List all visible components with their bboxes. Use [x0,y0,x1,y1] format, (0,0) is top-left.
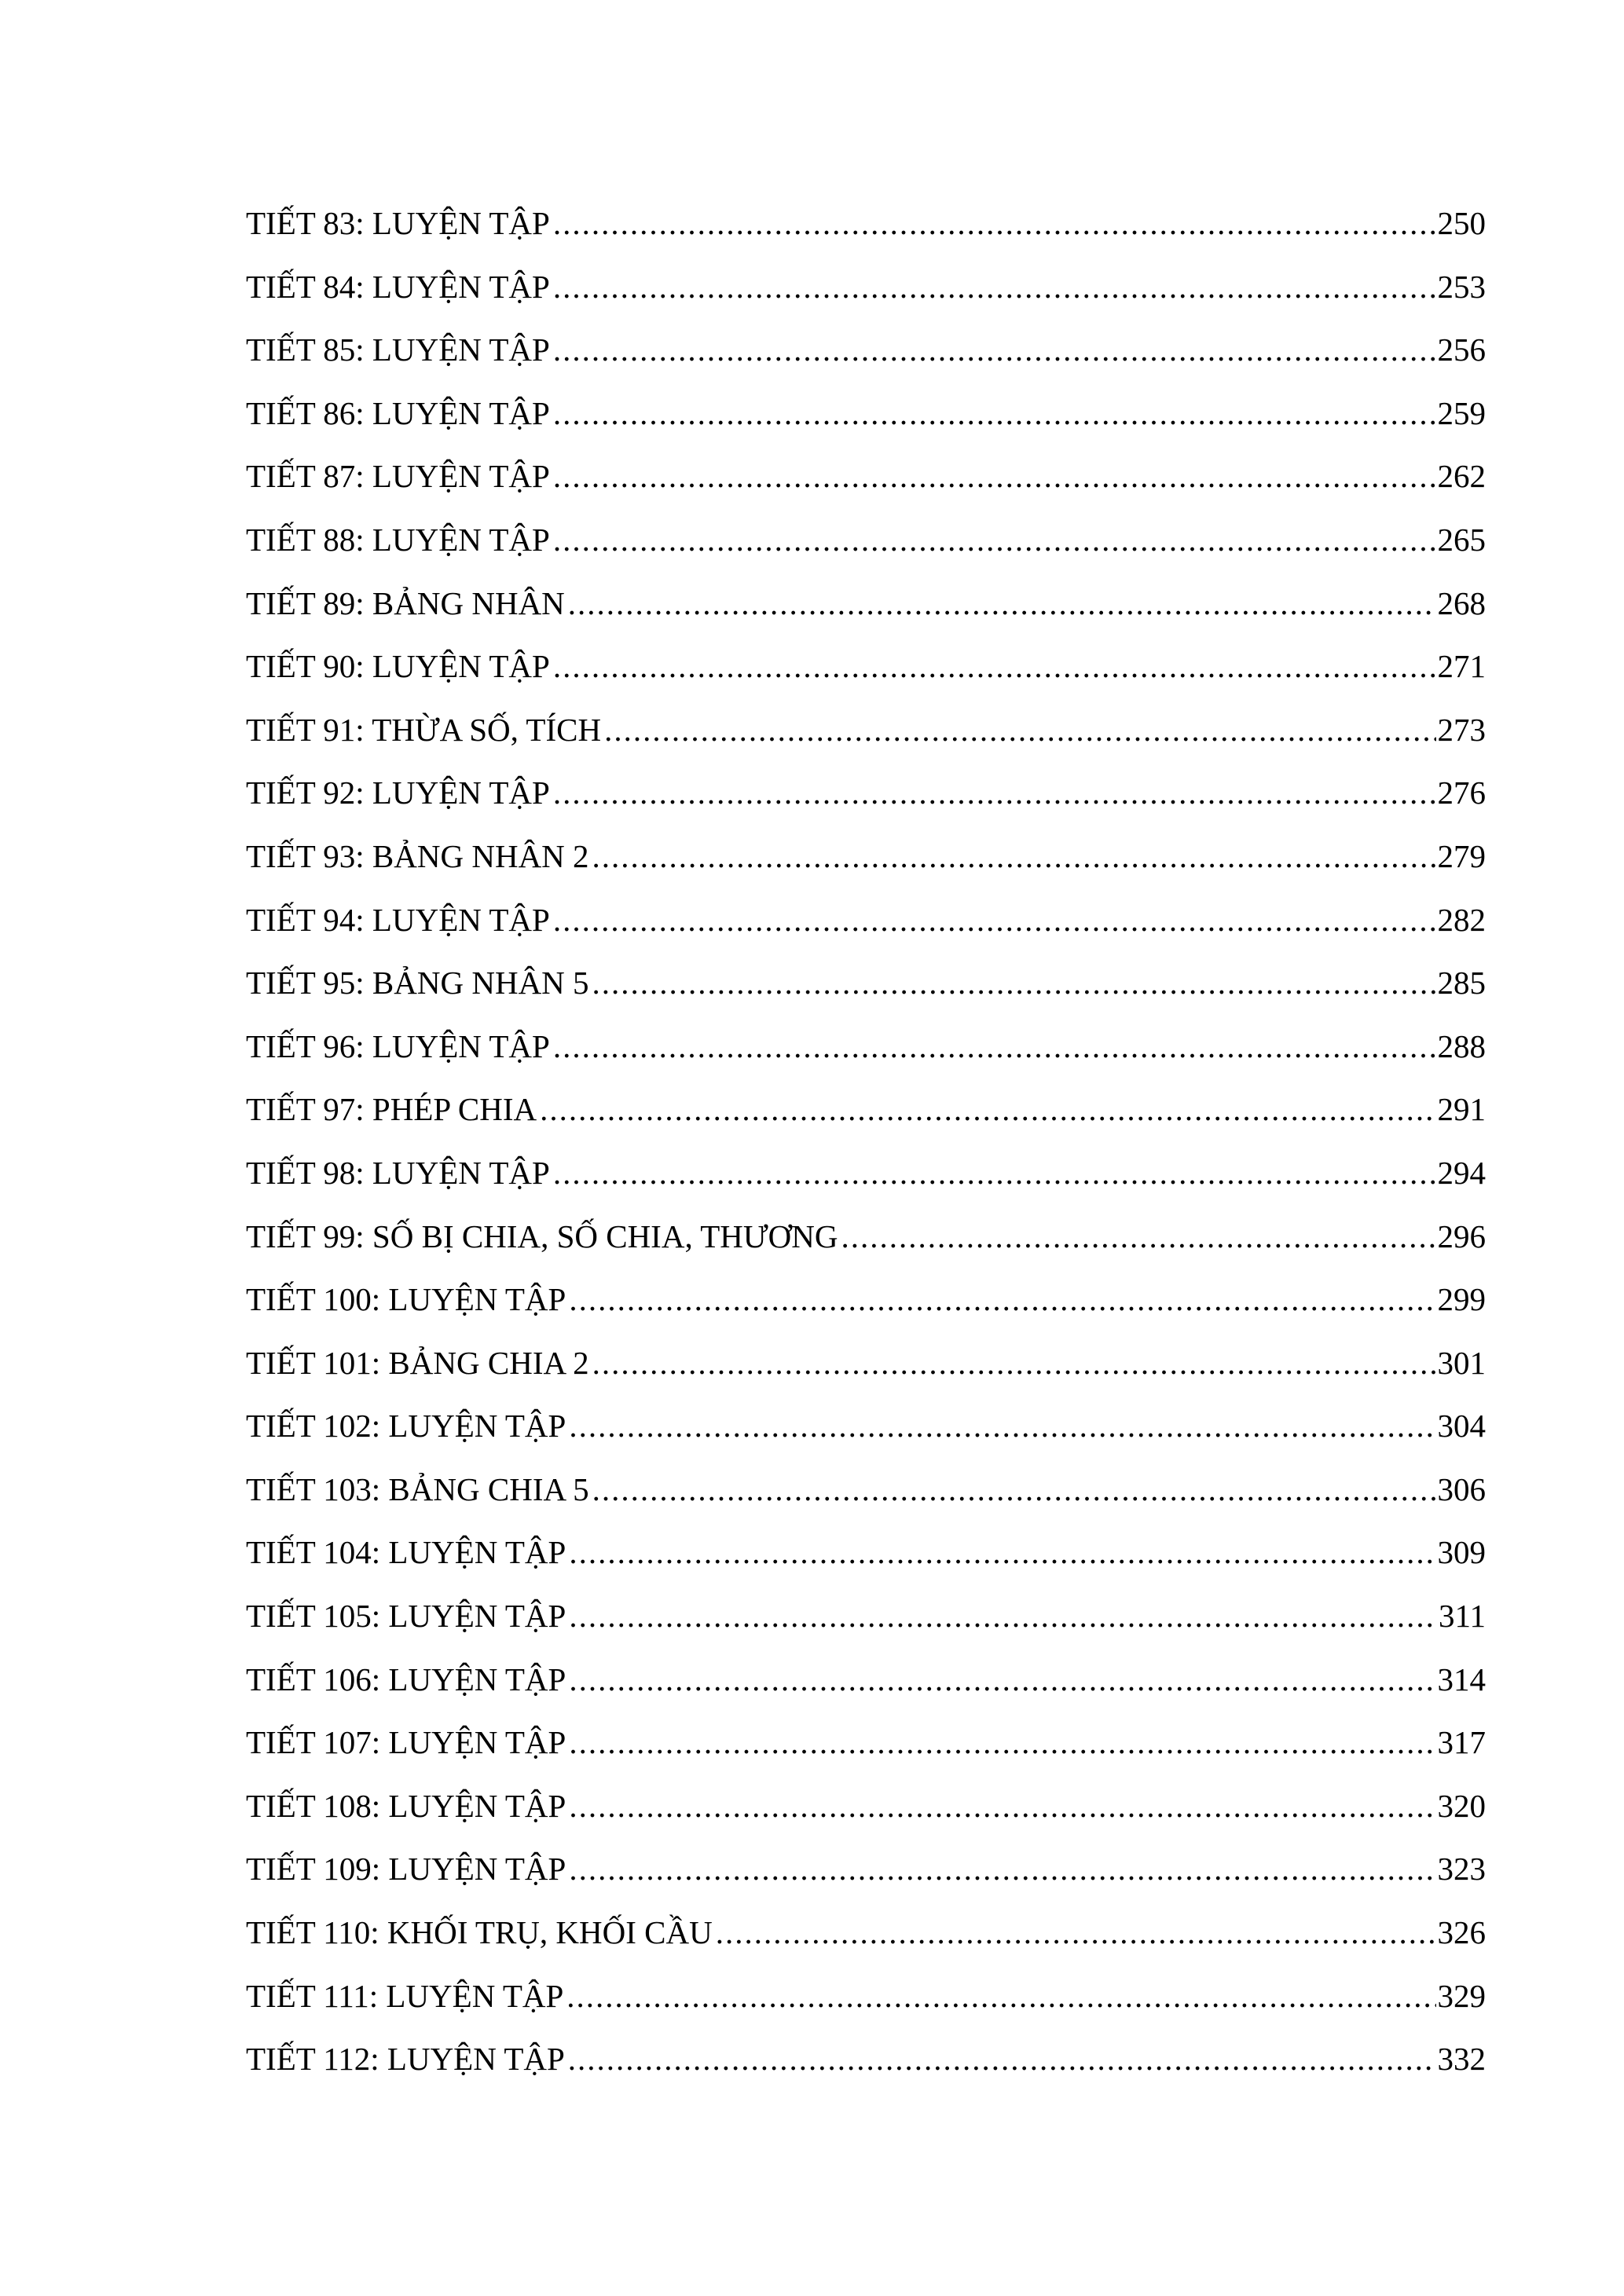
toc-entry-title: TIẾT 103: BẢNG CHIA 5 [246,1470,589,1507]
toc-entry-page: 304 [1437,1408,1486,1445]
toc-entry[interactable] [246,445,1486,508]
toc-dot-leader [553,508,1436,572]
toc-entry-title: TIẾT 102: LUYỆN TẬP [246,1408,566,1445]
toc-entry[interactable] [246,635,1486,698]
toc-entry-page: 311 [1439,1598,1486,1635]
toc-entry-title: TIẾT 91: THỪA SỐ, TÍCH [246,711,602,748]
toc-entry-page: 268 [1437,584,1486,621]
toc-entry[interactable] [246,1141,1486,1205]
toc-entry[interactable] [246,2027,1486,2091]
toc-dot-leader [553,888,1436,952]
toc-entry-title: TIẾT 96: LUYỆN TẬP [246,1027,550,1064]
toc-entry[interactable] [246,1331,1486,1395]
toc-entry-title: TIẾT 106: LUYỆN TẬP [246,1661,566,1697]
toc-entry-title: TIẾT 109: LUYỆN TẬP [246,1851,566,1888]
toc-entry[interactable] [246,1711,1486,1774]
toc-entry[interactable] [246,951,1486,1015]
toc-entry-title: TIẾT 83: LUYỆN TẬP [246,205,550,241]
toc-entry[interactable] [246,572,1486,635]
toc-dot-leader [716,1901,1436,1965]
toc-entry[interactable] [246,698,1486,762]
toc-entry-title: TIẾT 107: LUYỆN TẬP [246,1724,566,1761]
toc-entry-page: 291 [1437,1091,1486,1128]
toc-entry-page: 265 [1437,521,1486,558]
toc-entry-title: TIẾT 108: LUYỆN TẬP [246,1787,566,1824]
toc-entry-title: TIẾT 111: LUYỆN TẬP [246,1977,564,2014]
toc-entry[interactable] [246,1901,1486,1965]
toc-entry-page: 294 [1437,1154,1486,1191]
toc-dot-leader [841,1205,1436,1269]
toc-dot-leader [566,1965,1435,2028]
toc-entry[interactable] [246,1965,1486,2028]
toc-entry-page: 253 [1437,268,1486,305]
toc-entry-page: 256 [1437,331,1486,368]
toc-dot-leader [592,1458,1436,1522]
toc-entry-page: 306 [1437,1470,1486,1507]
toc-entry[interactable] [246,192,1486,255]
toc-dot-leader [569,1774,1435,1838]
toc-entry[interactable] [246,255,1486,319]
toc-entry-page: 314 [1437,1661,1486,1697]
toc-dot-leader [569,1648,1435,1712]
toc-entry-title: TIẾT 93: BẢNG NHÂN 2 [246,837,589,874]
toc-entry-page: 273 [1437,711,1486,748]
toc-dot-leader [604,698,1435,762]
toc-entry-title: TIẾT 94: LUYỆN TẬP [246,901,550,938]
toc-entry-title: TIẾT 90: LUYỆN TẬP [246,648,550,685]
toc-entry[interactable] [246,1774,1486,1838]
toc-entry-page: 279 [1437,837,1486,874]
toc-entry-page: 296 [1437,1218,1486,1254]
table-of-contents [246,192,1486,2091]
toc-entry-page: 276 [1437,774,1486,811]
toc-dot-leader [568,572,1436,635]
toc-entry-title: TIẾT 99: SỐ BỊ CHIA, SỐ CHIA, THƯƠNG [246,1218,838,1254]
toc-entry[interactable] [246,761,1486,825]
toc-entry[interactable] [246,318,1486,382]
toc-dot-leader [592,825,1436,888]
toc-entry-page: 299 [1437,1281,1486,1318]
toc-entry-title: TIẾT 87: LUYỆN TẬP [246,458,550,495]
toc-dot-leader [553,1141,1436,1205]
toc-entry-page: 301 [1437,1344,1486,1381]
toc-dot-leader [569,1711,1435,1774]
toc-dot-leader [569,1268,1435,1331]
toc-dot-leader [569,1837,1435,1901]
toc-entry-page: 332 [1437,2041,1486,2078]
toc-entry-title: TIẾT 105: LUYỆN TẬP [246,1598,566,1635]
toc-entry[interactable] [246,1648,1486,1712]
toc-entry-title: TIẾT 95: BẢNG NHÂN 5 [246,965,589,1002]
toc-entry-page: 262 [1437,458,1486,495]
toc-dot-leader [540,1078,1435,1141]
toc-entry-title: TIẾT 98: LUYỆN TẬP [246,1154,550,1191]
toc-entry-page: 329 [1437,1977,1486,2014]
toc-dot-leader [592,1331,1436,1395]
toc-entry-title: TIẾT 84: LUYỆN TẬP [246,268,550,305]
toc-dot-leader [553,255,1436,319]
toc-entry-page: 285 [1437,965,1486,1002]
toc-entry-title: TIẾT 110: KHỐI TRỤ, KHỐI CẦU [246,1914,713,1951]
toc-entry-title: TIẾT 85: LUYỆN TẬP [246,331,550,368]
toc-entry[interactable] [246,1015,1486,1078]
toc-dot-leader [553,192,1436,255]
toc-entry-title: TIẾT 88: LUYỆN TẬP [246,521,550,558]
toc-dot-leader [553,761,1436,825]
toc-entry-title: TIẾT 89: BẢNG NHÂN [246,584,565,621]
toc-dot-leader [553,382,1436,445]
toc-entry-page: 317 [1437,1724,1486,1761]
toc-entry-page: 288 [1437,1027,1486,1064]
toc-entry[interactable] [246,1521,1486,1584]
toc-entry[interactable] [246,825,1486,888]
toc-entry[interactable] [246,1078,1486,1141]
toc-entry[interactable] [246,1205,1486,1269]
toc-dot-leader [569,1521,1435,1584]
toc-dot-leader [569,1394,1435,1458]
toc-entry[interactable] [246,1458,1486,1522]
toc-entry[interactable] [246,1394,1486,1458]
toc-dot-leader [553,1015,1436,1078]
toc-entry-page: 282 [1437,901,1486,938]
toc-entry-title: TIẾT 112: LUYỆN TẬP [246,2041,565,2078]
toc-entry[interactable] [246,888,1486,952]
toc-dot-leader [553,318,1436,382]
toc-entry-page: 309 [1437,1534,1486,1571]
toc-entry[interactable] [246,1584,1486,1648]
toc-entry[interactable] [246,1837,1486,1901]
toc-dot-leader [553,635,1436,698]
toc-dot-leader [569,1584,1437,1648]
toc-entry-page: 271 [1437,648,1486,685]
toc-entry-title: TIẾT 97: PHÉP CHIA [246,1091,537,1128]
toc-entry-title: TIẾT 92: LUYỆN TẬP [246,774,550,811]
toc-entry-page: 323 [1437,1851,1486,1888]
toc-entry-title: TIẾT 104: LUYỆN TẬP [246,1534,566,1571]
toc-entry[interactable] [246,1268,1486,1331]
toc-dot-leader [568,2027,1436,2091]
toc-entry-page: 326 [1437,1914,1486,1951]
toc-entry-title: TIẾT 86: LUYỆN TẬP [246,394,550,431]
toc-entry-title: TIẾT 101: BẢNG CHIA 2 [246,1344,589,1381]
toc-entry[interactable] [246,508,1486,572]
toc-entry-title: TIẾT 100: LUYỆN TẬP [246,1281,566,1318]
toc-entry-page: 259 [1437,394,1486,431]
toc-dot-leader [553,445,1436,508]
toc-entry-page: 250 [1437,205,1486,241]
toc-entry[interactable] [246,382,1486,445]
toc-entry-page: 320 [1437,1787,1486,1824]
toc-dot-leader [592,951,1436,1015]
